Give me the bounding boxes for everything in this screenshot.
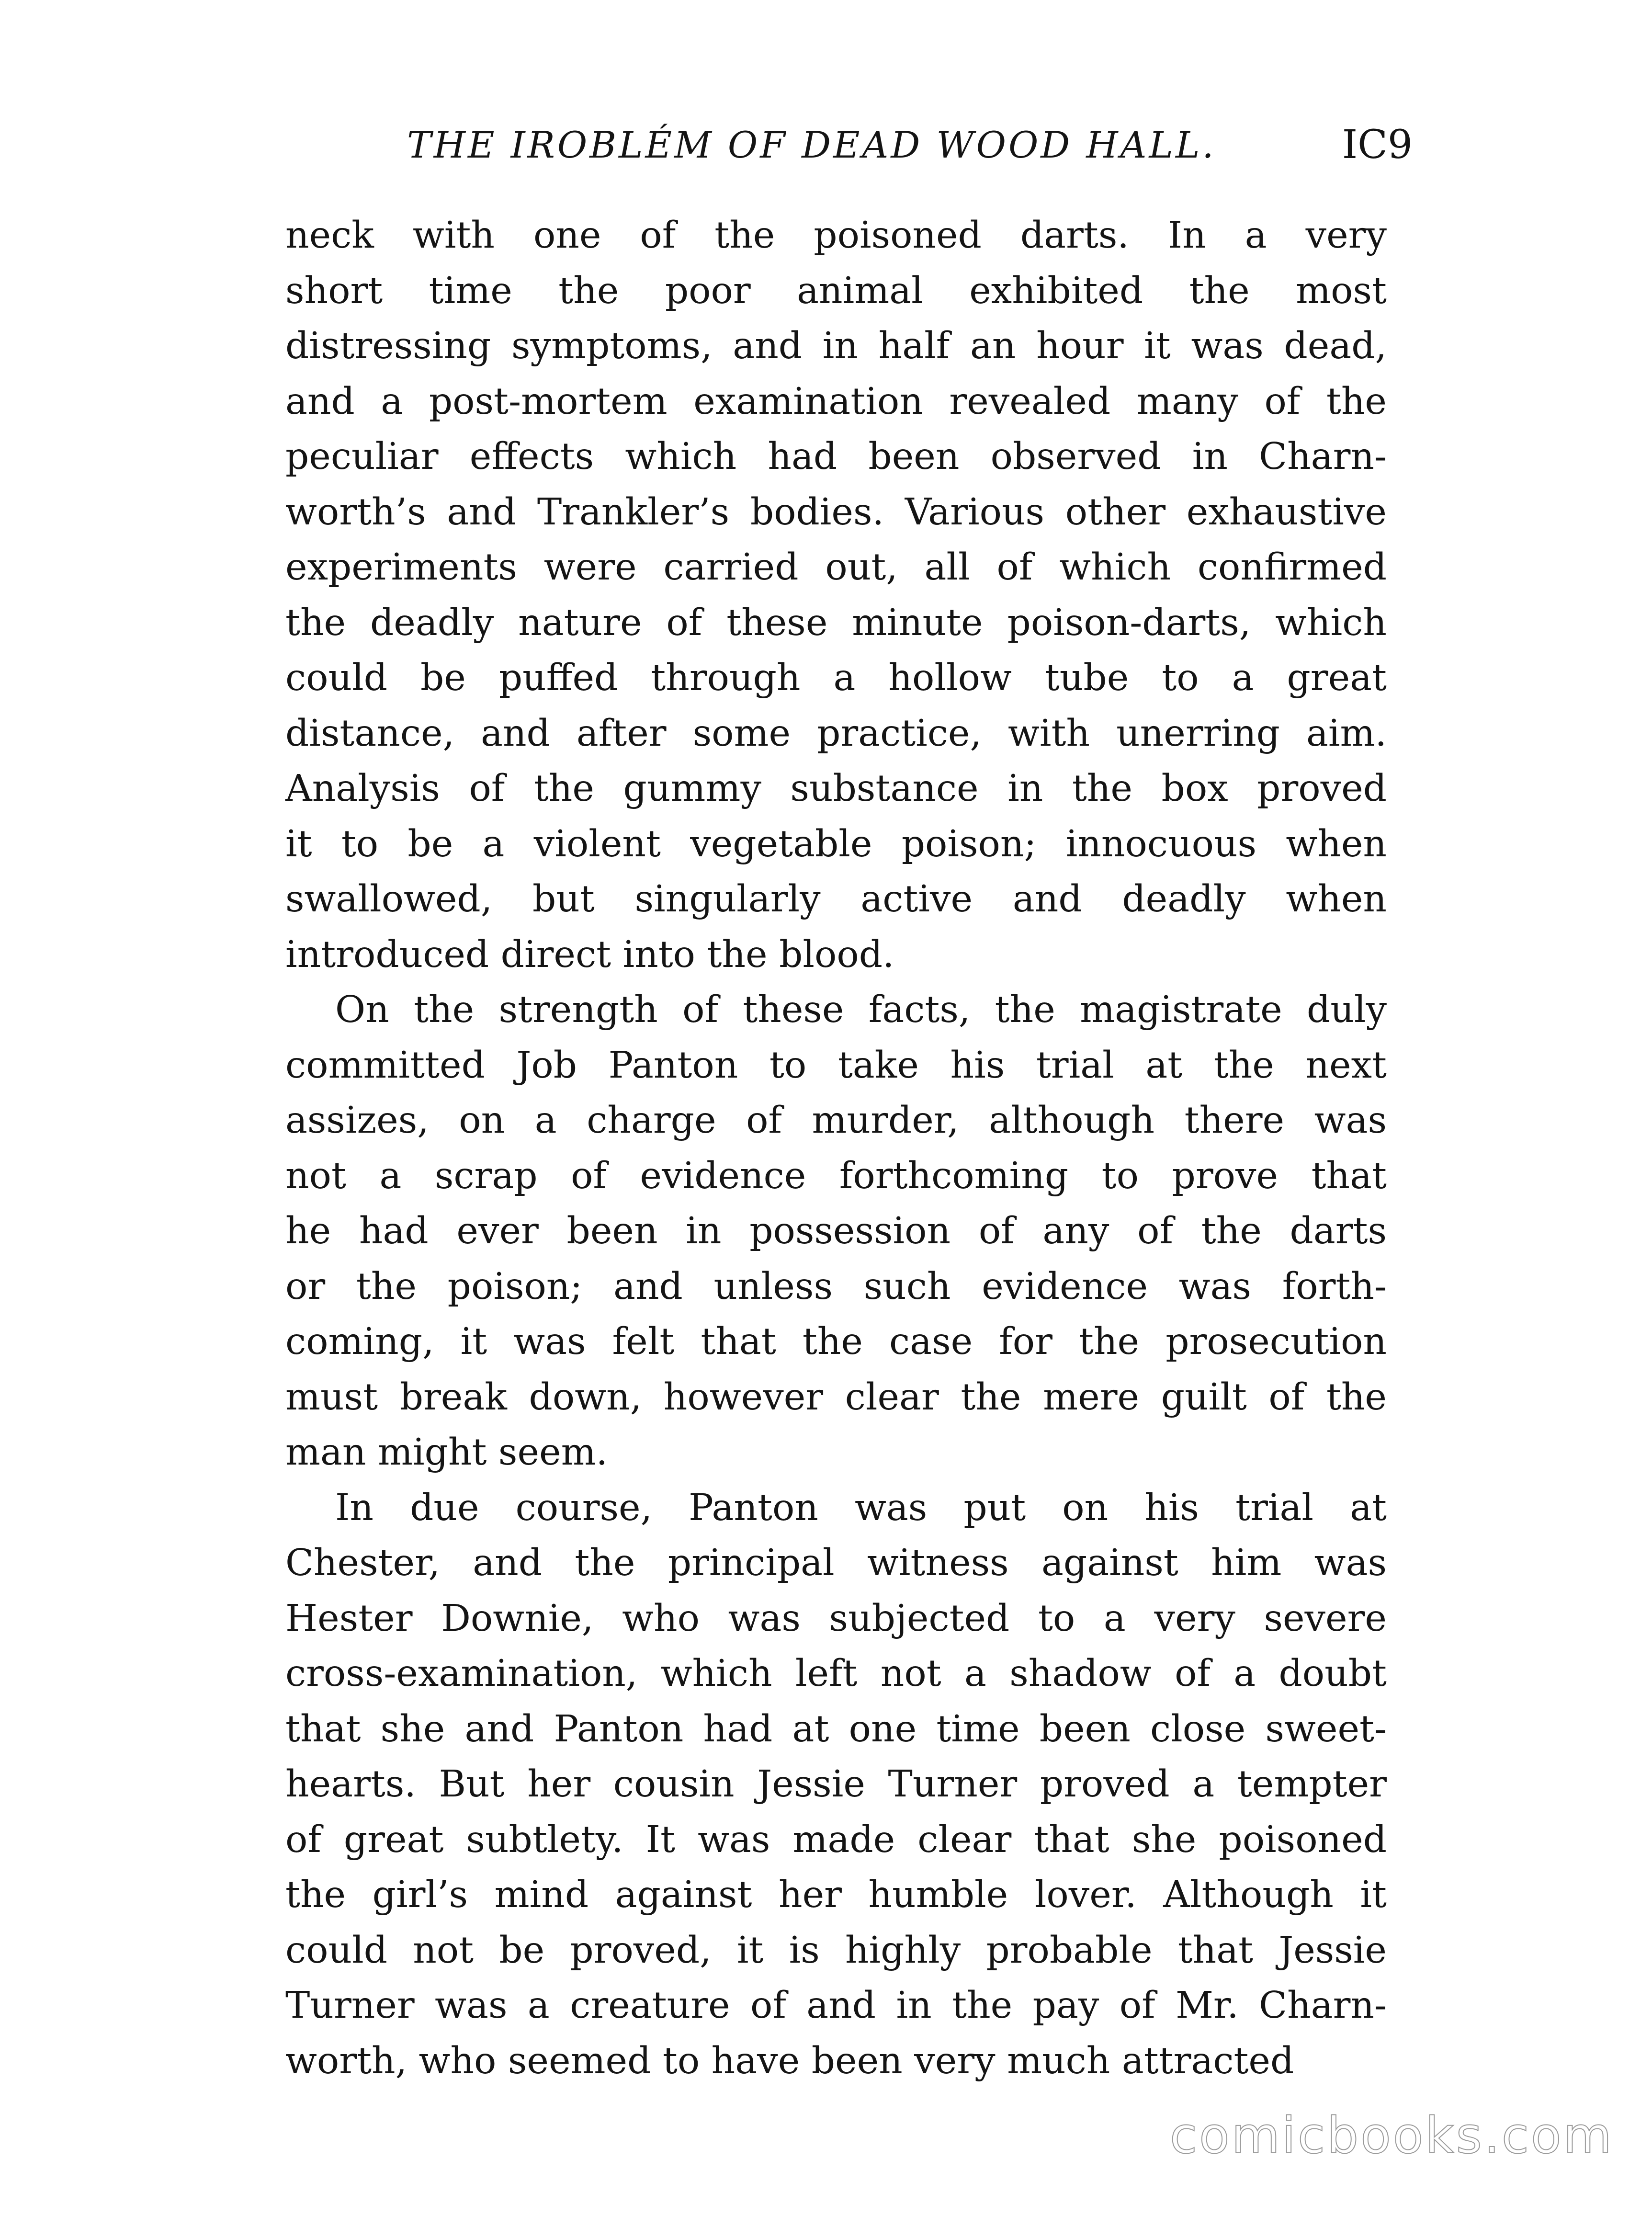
text-line: Analysis of the gummy substance in the box proved [285,767,1387,810]
text-line: not a scrap of evidence forthcoming to prove that [285,1154,1387,1197]
text-line: it to be a violent vegetable poison; innocuous when [285,822,1387,865]
text-line: the deadly nature of these minute poison-darts, which [285,601,1387,644]
text-line: assizes, on a charge of murder, although there was [285,1099,1387,1142]
text-line: cross-examination, which left not a shadow of a doubt [285,1652,1387,1695]
paragraph [285,1480,1387,2089]
text-line: he had ever been in possession of any of the darts [285,1210,1387,1252]
text-line: could be puffed through a hollow tube to a great [285,657,1387,699]
text-line: or the poison; and unless such evidence was forth- [285,1265,1387,1308]
text-line: distressing symptoms, and in half an hour it was dead, [285,325,1387,367]
page-number: IC9 [1342,122,1413,168]
text-line: peculiar effects which had been observed in Charn- [285,435,1387,478]
text-line: neck with one of the poisoned darts. In a very [285,214,1387,257]
paragraph [285,982,1387,1480]
text-line: could not be proved, it is highly probable that Jessie [285,1929,1387,1972]
watermark-logo: comicbooks.com [1169,2106,1614,2165]
text-line: coming, it was felt that the case for the prosecution [285,1320,1387,1363]
running-title: THE IROBLÉM OF DEAD WOOD HALL. [407,124,1216,166]
text-line: experiments were carried out, all of which confirmed [285,546,1387,589]
text-line: and a post-mortem examination revealed many of the [285,380,1387,423]
running-header [407,119,1413,171]
text-line: must break down, however clear the mere guilt of the [285,1375,1387,1419]
text-line: that she and Panton had at one time been close sweet- [285,1707,1387,1750]
text-line: In due course, Panton was put on his trial at [335,1486,1387,1529]
text-line: Chester, and the principal witness against him was [285,1542,1387,1584]
text-line: committed Job Panton to take his trial at the next [285,1044,1387,1087]
text-line: introduced direct into the blood. [285,933,894,976]
text-line: of great subtlety. It was made clear that she poisoned [285,1818,1387,1861]
text-line: hearts. But her cousin Jessie Turner proved a tempter [285,1763,1387,1806]
text-line: man might seem. [285,1431,608,1474]
text-line: worth’s and Trankler’s bodies. Various other exhaustive [285,490,1387,534]
text-line: the girl’s mind against her humble lover. Although it [285,1874,1387,1916]
paragraph [285,208,1387,982]
body-text [285,208,1387,2089]
text-line: worth, who seemed to have been very much attracted [285,2039,1294,2082]
text-line: distance, and after some practice, with unerring aim. [285,712,1387,755]
text-line: short time the poor animal exhibited the most [285,269,1387,312]
text-line: Hester Downie, who was subjected to a very severe [285,1597,1387,1640]
text-line: swallowed, but singularly active and deadly when [285,878,1387,920]
text-line: Turner was a creature of and in the pay of Mr. Charn- [285,1984,1387,2027]
text-line: On the strength of these facts, the magistrate duly [335,989,1387,1031]
